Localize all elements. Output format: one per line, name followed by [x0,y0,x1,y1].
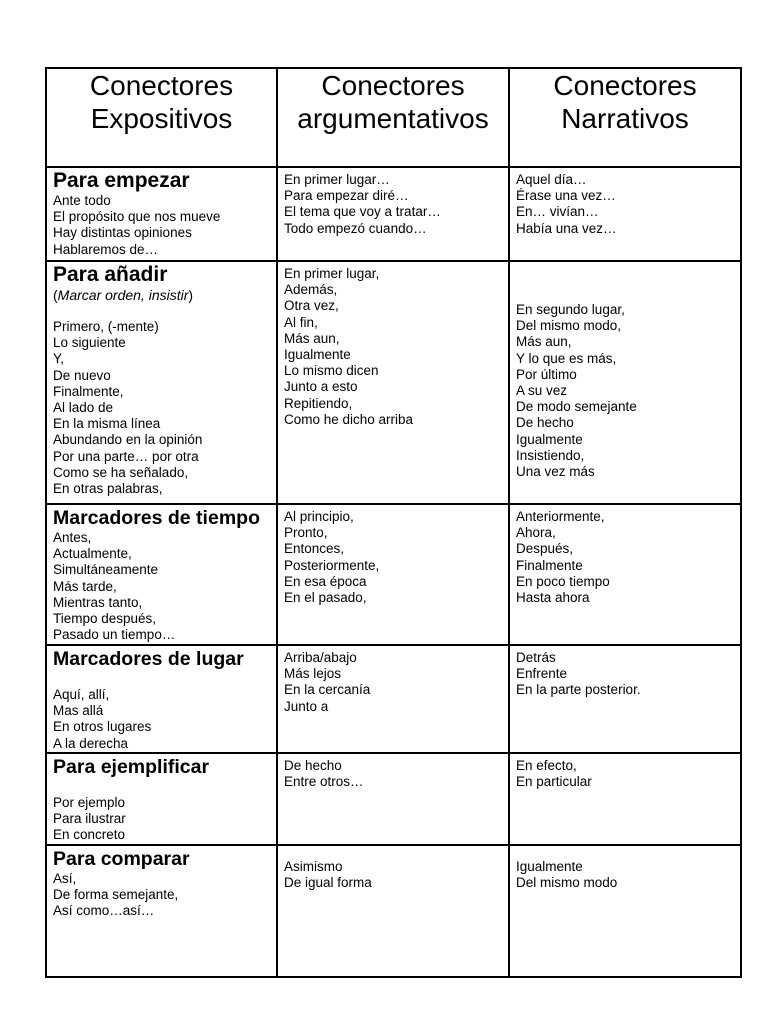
category-title: Marcadores de lugar [53,648,244,670]
header-line: Conectores [321,70,465,101]
list-item: De modo semejante [516,399,637,415]
item-list [516,505,734,606]
connectors-table [45,67,742,978]
list-item: En la misma línea [53,416,161,432]
list-item: Simultáneamente [53,562,159,578]
list-item: Entre otros… [284,774,364,790]
list-item: Al fin, [284,314,318,330]
list-item: Igualmente [516,858,583,874]
cell-argumentativos [277,645,509,753]
item-list [53,530,270,643]
list-item: Aquí, allí, [53,687,110,702]
header-narrativos [509,68,741,167]
item-list [516,262,734,480]
list-item: Más lejos [284,666,342,682]
list-item: Una vez más [516,464,595,480]
list-item: Todo empezó cuando… [284,220,427,236]
list-item: De igual forma [284,874,372,890]
list-item: En particular [516,774,592,790]
header-row [46,68,741,167]
list-item: Igualmente [284,347,351,363]
list-item: Además, [284,282,338,298]
list-item: En efecto, [516,758,577,773]
row-para-empezar [46,167,741,261]
item-list [284,853,502,891]
list-item: Érase una vez… [516,188,616,204]
item-list [53,871,270,920]
header-line: Conectores [89,70,234,101]
list-item: Tiempo después, [53,611,157,627]
list-item: El propósito que nos mueve [53,209,221,225]
list-item: Detrás [516,650,556,665]
cell-expositivos [46,845,277,977]
list-item: El tema que voy a tratar… [284,204,441,220]
list-item: Hasta ahora [516,590,590,606]
list-item: Más tarde, [53,578,117,594]
list-item: Ahora, [516,525,556,541]
cell-expositivos [46,167,277,261]
list-item: Del mismo modo [516,874,618,890]
cell-argumentativos [277,261,509,504]
list-item: Otra vez, [284,298,339,314]
header-line: argumentativos [297,103,489,134]
list-item: Posteriormente, [284,557,380,573]
subtitle-text: Marcar orden, insistir [57,287,189,303]
list-item: A la derecha [53,735,129,751]
item-list [284,505,502,606]
list-item: Del mismo modo, [516,318,622,334]
list-item: Junto a esto [284,379,358,395]
list-item: En la cercanía [284,682,371,698]
list-item: En segundo lugar, [516,302,625,317]
list-item: Más aun, [516,334,572,350]
item-list [53,795,270,844]
list-item: En concreto [53,827,126,843]
list-item: Repitiendo, [284,395,353,411]
list-item: Así, [53,870,77,886]
list-item: En primer lugar… [284,172,390,187]
list-item: Había una vez… [516,220,617,236]
header-argumentativos [277,68,509,167]
list-item: Como he dicho arriba [284,411,414,427]
row-para-ejemplificar [46,753,741,845]
cell-narrativos [509,645,741,753]
list-item: Igualmente [516,431,583,447]
list-item: Más aun, [284,330,340,346]
list-item: En poco tiempo [516,573,610,589]
cell-narrativos [509,845,741,977]
list-item: Mientras tanto, [53,594,143,610]
category-title: Marcadores de tiempo [53,507,260,529]
item-list [516,754,734,790]
cell-argumentativos [277,504,509,645]
list-item: Hablaremos de… [53,241,159,257]
item-list [516,646,734,729]
list-item: Aquel día… [516,172,587,187]
list-item: Anteriormente, [516,509,605,524]
list-item: Para empezar diré… [284,188,409,204]
list-item: Lo mismo dicen [284,363,379,379]
item-list [284,754,502,790]
list-item: Finalmente [516,557,583,573]
list-item: Por una parte… por otra [53,448,199,464]
header-line: Narrativos [561,103,689,134]
list-item: Primero, (-mente) [53,319,159,334]
list-item: Ante todo [53,193,111,208]
list-item: Finalmente, [53,383,124,399]
list-item: Como se ha señalado, [53,464,189,480]
category-subtitle: (Marcar orden, insistir) [53,287,194,303]
item-list [516,853,734,891]
cell-expositivos [46,753,277,845]
list-item: En la parte posterior. [516,682,641,698]
list-item: Lo siguiente [53,335,126,351]
list-item: En el pasado, [284,590,367,606]
list-item: Abundando en la opinión [53,432,203,448]
cell-argumentativos [277,845,509,977]
list-item: En… vivían… [516,204,599,220]
header-line: Expositivos [90,103,233,134]
category-title: Para añadir [53,263,168,286]
list-item: Hay distintas opiniones [53,225,192,241]
list-item: Enfrente [516,666,568,682]
list-item: Al lado de [53,400,114,416]
cell-expositivos [46,645,277,753]
list-item: Después, [516,541,574,557]
category-title: Para ejemplificar [53,756,210,778]
item-list [53,687,270,752]
cell-expositivos [46,504,277,645]
cell-expositivos [46,261,277,504]
list-item: De nuevo [53,367,111,383]
cell-narrativos [509,753,741,845]
list-item: Entonces, [284,541,345,557]
category-title: Para comparar [53,847,190,870]
list-item: Y, [53,351,65,367]
list-item: Pasado un tiempo… [53,627,176,643]
list-item: Actualmente, [53,546,132,562]
list-item: Por último [516,366,577,382]
list-item: Mas allá [53,703,104,719]
cell-argumentativos [277,753,509,845]
row-marcadores-lugar [46,645,741,753]
list-item: Al principio, [284,509,354,524]
list-item: Arriba/abajo [284,650,357,665]
item-list [284,262,502,428]
list-item: De forma semejante, [53,886,179,902]
list-item: Por ejemplo [53,795,126,810]
list-item: Para ilustrar [53,811,126,827]
list-item: A su vez [516,383,568,399]
item-list [53,319,270,497]
item-list [516,168,734,237]
item-list [284,646,502,715]
list-item: Antes, [53,530,92,545]
item-list [53,193,270,258]
cell-narrativos [509,167,741,261]
item-list [284,168,502,237]
list-item: Así como…así… [53,903,155,919]
category-title: Para empezar [53,169,190,192]
list-item: Junto a [284,698,329,714]
cell-narrativos [509,504,741,645]
list-item: De hecho [516,415,574,431]
list-item: En esa época [284,573,367,589]
list-item: De hecho [284,758,342,773]
cell-argumentativos [277,167,509,261]
list-item: En primer lugar, [284,266,380,281]
header-expositivos [46,68,277,167]
list-item: En otras palabras, [53,481,163,497]
cell-narrativos [509,261,741,504]
list-item: Y lo que es más, [516,350,617,366]
list-item: Insistiendo, [516,447,585,463]
header-line: Conectores [553,70,697,101]
list-item: En otros lugares [53,719,152,735]
row-para-comparar [46,845,741,977]
list-item: Asimismo [284,858,343,874]
list-item: Pronto, [284,525,328,541]
row-para-anadir [46,261,741,504]
row-marcadores-tiempo [46,504,741,645]
